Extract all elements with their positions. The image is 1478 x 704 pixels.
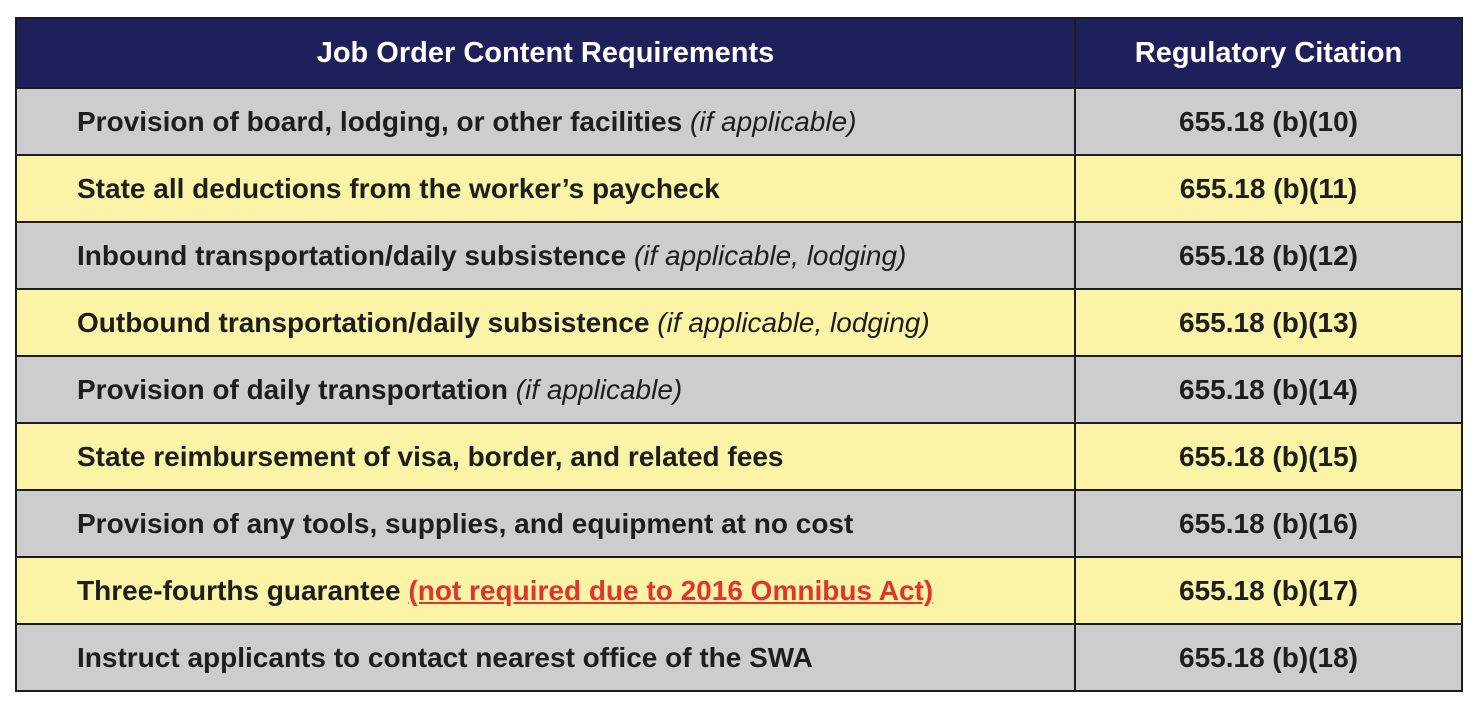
citation-cell: 655.18 (b)(11) [1075,155,1461,222]
requirement-cell [17,222,1075,289]
table-row [17,557,1461,624]
table-row [17,222,1461,289]
citation-cell: 655.18 (b)(12) [1075,222,1461,289]
requirement-cell [17,289,1075,356]
requirement-cell [17,88,1075,155]
requirements-table [15,17,1463,692]
citation-cell: 655.18 (b)(14) [1075,356,1461,423]
table-row [17,423,1461,490]
requirement-text: State reimbursement of visa, border, and related fees [77,440,784,472]
requirement-text: Outbound transportation/daily subsistence [77,306,650,338]
header-row [17,19,1461,88]
requirement-alert-link[interactable]: (not required due to 2016 Omnibus Act) [408,574,934,606]
table-body [17,88,1461,690]
requirement-cell [17,155,1075,222]
citation-cell: 655.18 (b)(16) [1075,490,1461,557]
requirement-text: Inbound transportation/daily subsistence [77,239,627,271]
requirement-text: Provision of any tools, supplies, and equipment at no cost [77,507,854,539]
table-row [17,624,1461,690]
citation-cell: 655.18 (b)(18) [1075,624,1461,690]
table-row [17,490,1461,557]
requirement-cell [17,557,1075,624]
requirement-note: (if applicable, lodging) [657,306,930,338]
requirement-note: (if applicable) [515,373,683,405]
table-row [17,356,1461,423]
table-row [17,88,1461,155]
citation-cell: 655.18 (b)(15) [1075,423,1461,490]
citation-cell: 655.18 (b)(17) [1075,557,1461,624]
requirements-grid [17,19,1461,690]
requirement-text: Instruct applicants to contact nearest office of the SWA [77,641,813,673]
citation-cell: 655.18 (b)(13) [1075,289,1461,356]
requirement-cell [17,423,1075,490]
requirement-note: (if applicable, lodging) [633,239,907,271]
table-row [17,155,1461,222]
requirement-text: Provision of daily transportation [77,373,508,405]
requirement-note: (if applicable) [689,105,857,137]
requirement-text: Provision of board, lodging, or other facilities [77,105,683,137]
requirement-cell [17,490,1075,557]
header-requirement: Job Order Content Requirements [17,19,1075,88]
requirement-text: State all deductions from the worker’s paycheck [77,172,720,204]
header-citation: Regulatory Citation [1075,19,1461,88]
requirement-cell [17,356,1075,423]
table-row [17,289,1461,356]
citation-cell: 655.18 (b)(10) [1075,88,1461,155]
requirement-cell [17,624,1075,690]
requirement-text: Three-fourths guarantee [77,574,401,606]
